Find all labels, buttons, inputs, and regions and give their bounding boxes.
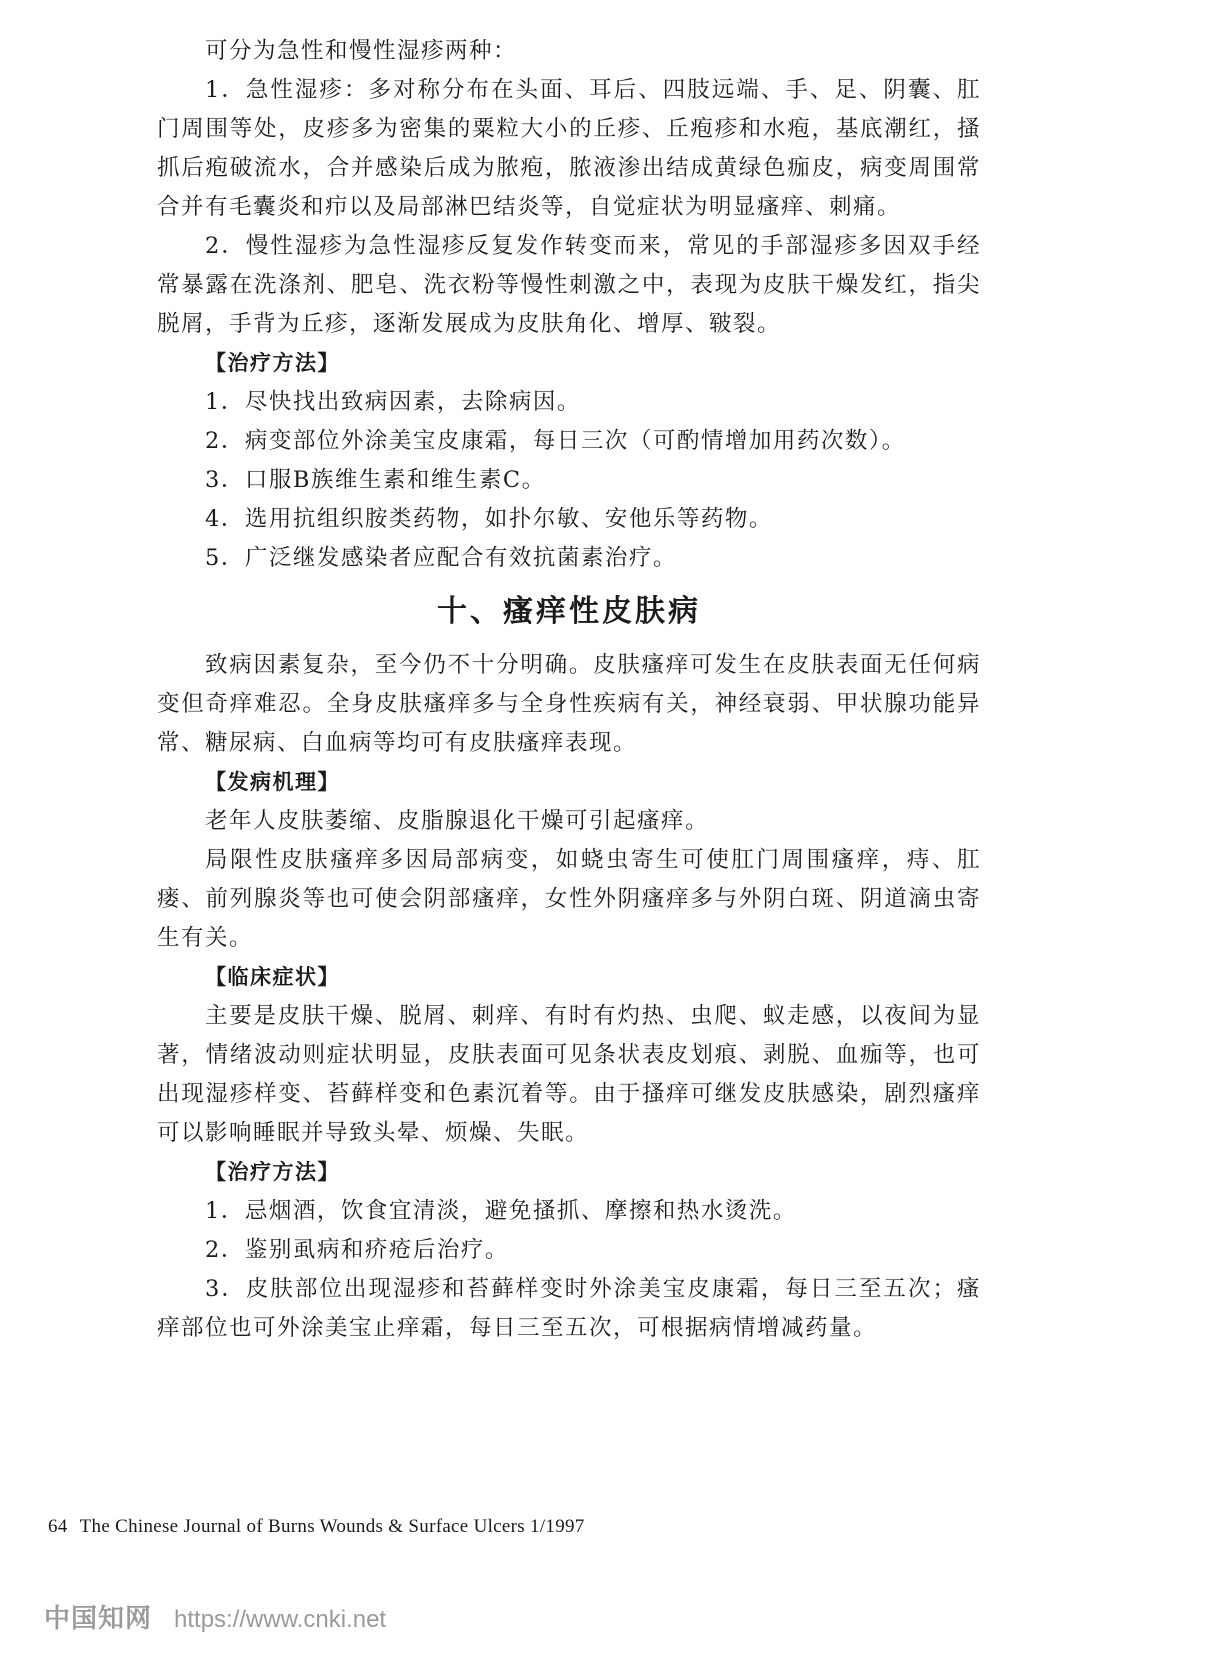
article-body <box>157 32 981 1348</box>
section-title: 十、瘙痒性皮肤病 <box>437 594 701 629</box>
treatment-item: 2．鉴别虱病和疥疮后治疗。 <box>205 1237 509 1263</box>
treatment-item: 3．皮肤部位出现湿疹和苔藓样变时外涂美宝皮康霜，每日三至五次；瘙痒部位也可外涂美宝止痒霜，每日三至五次，可根据病情增减药量。 <box>157 1276 981 1341</box>
section-intro-paragraph: 致病因素复杂，至今仍不十分明确。皮肤瘙痒可发生在皮肤表面无任何病变但奇痒难忍。全身皮肤瘙痒多与全身性疾病有关，神经衰弱、甲状腺功能异常、糖尿病、白血病等均可有皮肤瘙痒表现。 <box>157 652 981 756</box>
pathogenesis-heading: 【发病机理】 <box>205 770 340 794</box>
treatment-item: 4．选用抗组织胺类药物，如扑尔敏、安他乐等药物。 <box>205 506 773 532</box>
treatment-item: 2．病变部位外涂美宝皮康霜，每日三次（可酌情增加用药次数）。 <box>205 428 906 454</box>
cnki-url: https://www.cnki.net <box>174 1606 387 1633</box>
acute-eczema-paragraph: 1．急性湿疹：多对称分布在头面、耳后、四肢远端、手、足、阴囊、肛门周围等处，皮疹多为密集的粟粒大小的丘疹、丘疱疹和水疱，基底潮红，搔抓后疱破流水，合并感染后成为脓疱，脓液渗出结成黄绿色痂皮，病变周围常合并有毛囊炎和疖以及局部淋巴结炎等，自觉症状为明显瘙痒、刺痛。 <box>157 77 981 220</box>
symptoms-paragraph: 主要是皮肤干燥、脱屑、刺痒、有时有灼热、虫爬、蚁走感，以夜间为显著，情绪波动则症状明显，皮肤表面可见条状表皮划痕、剥脱、血痂等，也可出现湿疹样变、苔藓样变和色素沉着等。由于搔痒可继发皮肤感染，剧烈瘙痒可以影响睡眠并导致头晕、烦燥、失眠。 <box>157 1003 981 1146</box>
cnki-logo: 中国知网 <box>44 1604 153 1634</box>
page-footer <box>48 1516 585 1538</box>
treatment-item: 3．口服B族维生素和维生素C。 <box>205 467 546 493</box>
treatment-item: 1．尽快找出致病因素，去除病因。 <box>205 389 581 415</box>
page-number: 64 <box>48 1516 68 1537</box>
treatment-heading: 【治疗方法】 <box>205 351 340 375</box>
treatment-heading: 【治疗方法】 <box>205 1160 340 1184</box>
pathogenesis-paragraph: 局限性皮肤瘙痒多因局部病变，如蛲虫寄生可使肛门周围瘙痒，痔、肛瘘、前列腺炎等也可使会阴部瘙痒，女性外阴瘙痒多与外阴白斑、阴道滴虫寄生有关。 <box>157 847 981 951</box>
treatment-item: 5．广泛继发感染者应配合有效抗菌素治疗。 <box>205 545 677 571</box>
journal-name: The Chinese Journal of Burns Wounds & Surface Ulcers 1/1997 <box>79 1516 585 1537</box>
treatment-item: 1．忌烟酒，饮食宜清淡，避免搔抓、摩擦和热水烫洗。 <box>205 1198 797 1224</box>
symptoms-heading: 【临床症状】 <box>205 965 340 989</box>
intro-paragraph: 可分为急性和慢性湿疹两种： <box>205 38 518 64</box>
chronic-eczema-paragraph: 2．慢性湿疹为急性湿疹反复发作转变而来，常见的手部湿疹多因双手经常暴露在洗涤剂、肥皂、洗衣粉等慢性刺激之中，表现为皮肤干燥发红，指尖脱屑，手背为丘疹，逐渐发展成为皮肤角化、增厚、皲裂。 <box>157 233 981 337</box>
cnki-watermark <box>44 1598 386 1635</box>
pathogenesis-paragraph: 老年人皮肤萎缩、皮脂腺退化干燥可引起瘙痒。 <box>205 808 710 834</box>
